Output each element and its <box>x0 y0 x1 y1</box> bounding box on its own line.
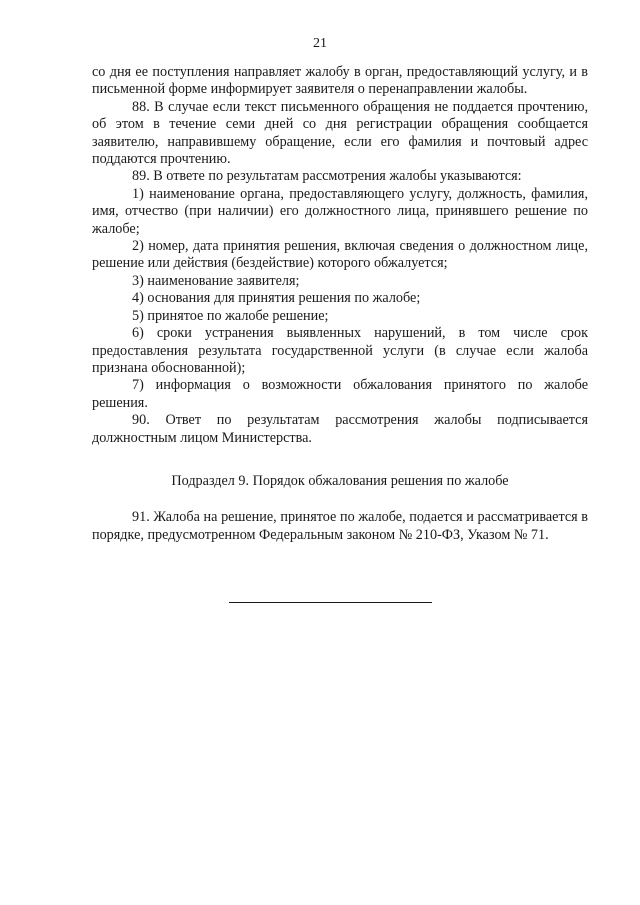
page-number: 21 <box>313 36 327 51</box>
subsection-heading: Подраздел 9. Порядок обжалования решения по жалобе <box>171 472 509 489</box>
list-item-2: 2) номер, дата принятия решения, включая сведения о должностном лице, решение или действия (бездействие) которого обжалуется; <box>92 238 588 272</box>
list-item-7: 7) информация о возможности обжалования принятого по жалобе решения. <box>92 377 588 411</box>
list-item-1: 1) наименование органа, предоставляющего услугу, должность, фамилия, имя, отчество (при наличии) его должностного лица, принявшего решение по жалобе; <box>92 185 588 237</box>
paragraph-88: 88. В случае если текст письменного обращения не поддается прочтению, об этом в течение семи дней со дня регистрации обращения сообщается заявителю, направившему обращение, если его фамилия и почтовый адрес поддаются прочтению. <box>92 98 588 168</box>
paragraph-91: 91. Жалоба на решение, принятое по жалобе, подается и рассматривается в порядке, предусмотренном Федеральным законом № 210-ФЗ, Указом № 71. <box>92 509 588 543</box>
end-rule <box>229 602 432 603</box>
paragraph-89: 89. В ответе по результатам рассмотрения жалобы указываются: <box>132 168 522 185</box>
list-item-5: 5) принятое по жалобе решение; <box>132 307 329 324</box>
list-item-4: 4) основания для принятия решения по жалобе; <box>132 290 421 307</box>
paragraph-continuation: со дня ее поступления направляет жалобу в орган, предоставляющий услугу, и в письменной форме информирует заявителя о перенаправлении жалобы. <box>92 64 588 98</box>
list-item-6: 6) сроки устранения выявленных нарушений, в том числе срок предоставления результата государственной услуги (в случае если жалоба признана обоснованной); <box>92 325 588 376</box>
list-item-3: 3) наименование заявителя; <box>132 272 300 289</box>
document-body <box>92 64 588 544</box>
paragraph-90: 90. Ответ по результатам рассмотрения жалобы подписывается должностным лицом Министерства. <box>92 412 588 446</box>
